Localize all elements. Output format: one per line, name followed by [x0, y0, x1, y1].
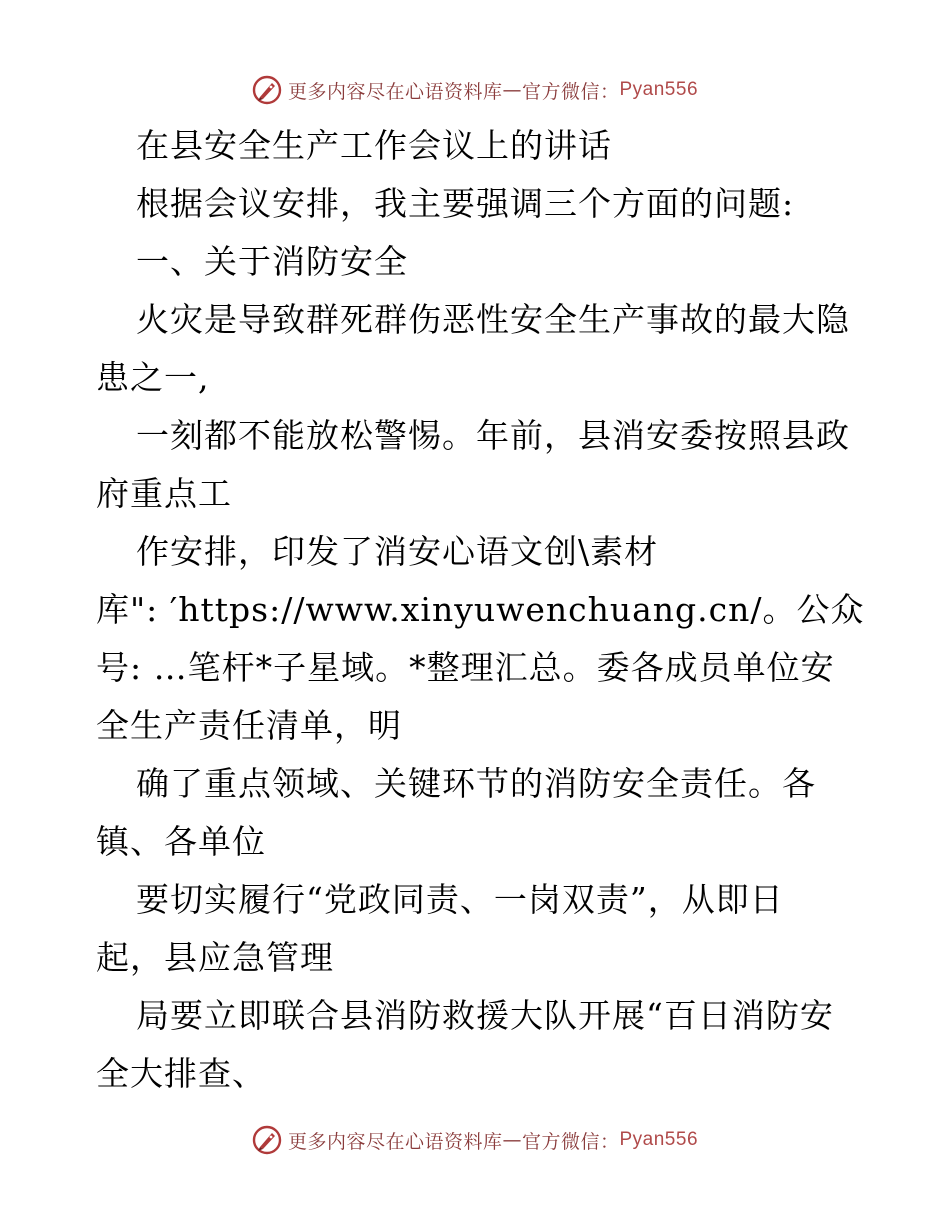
banner-wechat-id: Pyan556: [619, 79, 699, 100]
paragraph-line: 库": ′https://www.xinyuwenchuang.cn/。公众: [96, 590, 865, 629]
paragraph-line: 起，县应急管理: [96, 938, 334, 977]
paragraph-line: 患之一,: [96, 358, 210, 397]
document-body: [96, 117, 865, 1103]
paragraph-line: 局要立即联合县消防救援大队开展“百日消防安: [136, 996, 834, 1035]
paragraph-line: 镇、各单位: [96, 822, 266, 861]
pen-nib-logo-icon: [252, 1125, 282, 1155]
paragraph-line: 全大排查、: [96, 1054, 266, 1093]
paragraph-line: 号: …笔杆*子星域。*整理汇总。委各成员单位安: [96, 648, 835, 687]
paragraph-line: 确了重点领域、关键环节的消防安全责任。各: [136, 764, 816, 803]
banner-text: 更多内容尽在心语资料库: [287, 1130, 503, 1153]
banner-text: 更多内容尽在心语资料库: [287, 80, 503, 103]
paragraph-line: 要切实履行“党政同责、一岗双责”，从即日: [136, 880, 784, 919]
paragraph-line: 根据会议安排，我主要强调三个方面的问题:: [136, 184, 795, 223]
paragraph-line: 作安排，印发了消安心语文创\素材: [136, 532, 659, 571]
banner-separator: —: [502, 79, 522, 101]
section-heading: 一、关于消防安全: [136, 242, 408, 281]
header-banner: [0, 70, 950, 110]
banner-wechat-label: 官方微信：: [521, 80, 620, 103]
banner-wechat-label: 官方微信：: [521, 1130, 620, 1153]
document-title: 在县安全生产工作会议上的讲话: [136, 126, 612, 165]
paragraph-line: 府重点工: [96, 474, 232, 513]
footer-banner: [0, 1120, 950, 1160]
pen-nib-logo-icon: [252, 75, 282, 105]
banner-wechat-id: Pyan556: [619, 1129, 699, 1150]
paragraph-line: 火灾是导致群死群伤恶性安全生产事故的最大隐: [136, 300, 850, 339]
banner-separator: —: [502, 1129, 522, 1151]
paragraph-line: 一刻都不能放松警惕。年前，县消安委按照县政: [136, 416, 850, 455]
paragraph-line: 全生产责任清单，明: [96, 706, 402, 745]
